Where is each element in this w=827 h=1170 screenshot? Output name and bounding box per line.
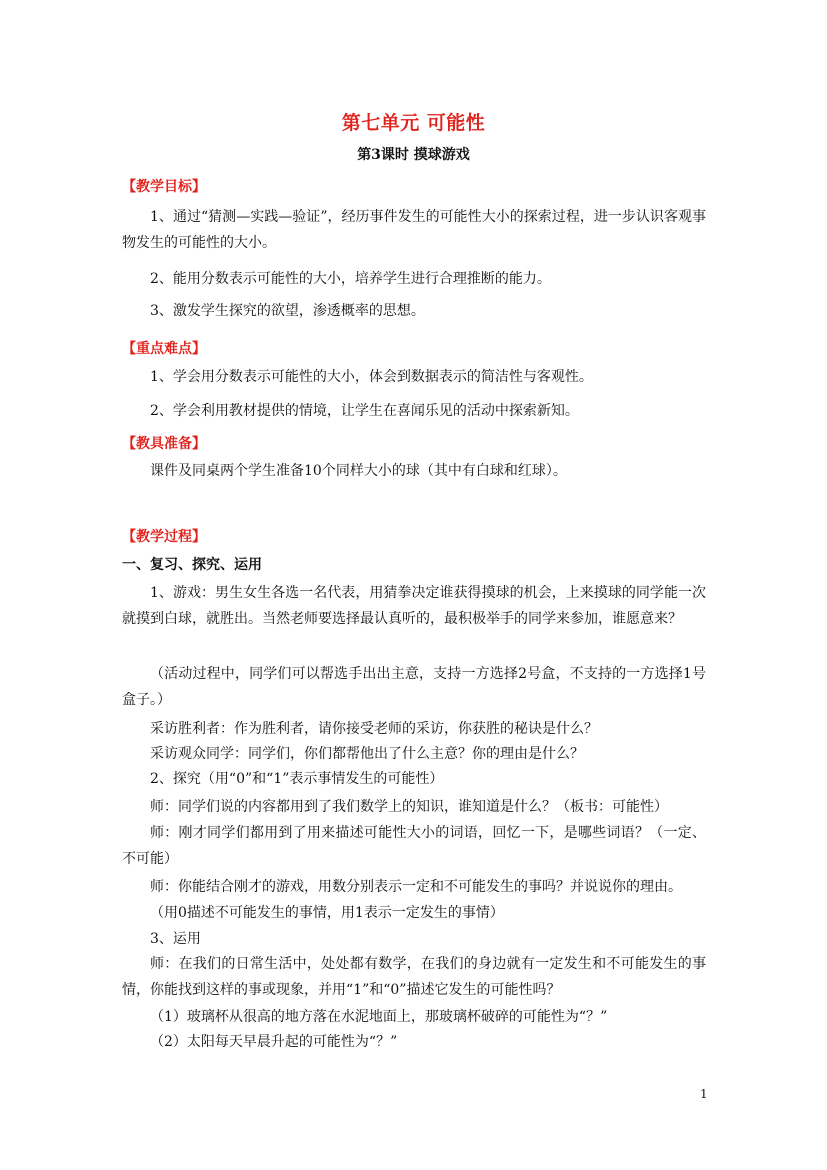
process-item-answer-note: （用0描述不可能发生的事情，用1表示一定发生的事情） — [150, 905, 504, 921]
process-item-interview-audience: 采访观众同学：同学们，你们都帮他出了什么主意？你的理由是什么？ — [150, 746, 584, 762]
process-item-game: 1、游戏：男生女生各选一名代表，用猜拳决定谁获得摸球的机会，上来摸球的同学能一次就摸到白球，就胜出。当然老师要选择最认真听的，最积极举手的同学来参加，谁愿意来？ — [122, 585, 706, 627]
process-item-teacher-q2: 师：刚才同学们都用到了用来描述可能性大小的词语，回忆一下，是哪些词语？（一定、不可能） — [122, 825, 706, 867]
lesson-subtitle: 第3课时 摸球游戏 — [357, 147, 470, 163]
process-item-example-2: （2）太阳每天早晨升起的可能性为“？” — [150, 1034, 398, 1050]
key-point-item-2: 2、学会利用教材提供的情境，让学生在喜闻乐见的活动中探索新知。 — [150, 403, 579, 419]
process-item-teacher-q1: 师：同学们说的内容都用到了我们数学上的知识，谁知道是什么？（板书：可能性） — [150, 799, 668, 815]
process-item-explore-heading: 2、探究（用“0”和“1”表示事情发生的可能性） — [150, 771, 444, 787]
goal-item-1: 1、通过“猜测—实践—验证”，经历事件发生的可能性大小的探索过程，进一步认识客观事物发生的可能性的大小。 — [122, 209, 706, 251]
process-item-example-1: （1）玻璃杯从很高的地方落在水泥地面上，那玻璃杯破碎的可能性为“？” — [150, 1009, 608, 1025]
process-item-interview-winner: 采访胜利者：作为胜利者，请你接受老师的采访，你获胜的秘诀是什么？ — [150, 721, 598, 737]
key-point-item-1: 1、学会用分数表示可能性的大小，体会到数据表示的简洁性与客观性。 — [150, 369, 593, 385]
process-item-activity-note: （活动过程中，同学们可以帮选手出出主意，支持一方选择2号盒，不支持的一方选择1号盒子。） — [122, 666, 706, 708]
section-heading-key-points: 【重点难点】 — [122, 341, 206, 357]
process-item-teacher-q4: 师：在我们的日常生活中，处处都有数学，在我们的身边就有一定发生和不可能发生的事情，你能找到这样的事或现象，并用“1”和“0”描述它发生的可能性吗？ — [122, 956, 706, 998]
process-item-teacher-q3: 师：你能结合刚才的游戏，用数分别表示一定和不可能发生的事吗？并说说你的理由。 — [150, 879, 682, 895]
goal-item-3: 3、激发学生探究的欲望，渗透概率的思想。 — [150, 303, 425, 319]
goal-item-2: 2、能用分数表示可能性的大小，培养学生进行合理推断的能力。 — [150, 271, 551, 287]
section-heading-process: 【教学过程】 — [122, 529, 206, 545]
process-part1-heading: 一、复习、探究、运用 — [122, 557, 262, 573]
process-item-apply-heading: 3、运用 — [150, 931, 201, 947]
materials-item-1: 课件及同桌两个学生准备10个同样大小的球（其中有白球和红球）。 — [150, 463, 567, 479]
page-number: 1 — [700, 1087, 708, 1101]
document-title: 第七单元 可能性 — [341, 112, 486, 134]
section-heading-goals: 【教学目标】 — [122, 179, 206, 195]
section-heading-materials: 【教具准备】 — [122, 436, 206, 452]
